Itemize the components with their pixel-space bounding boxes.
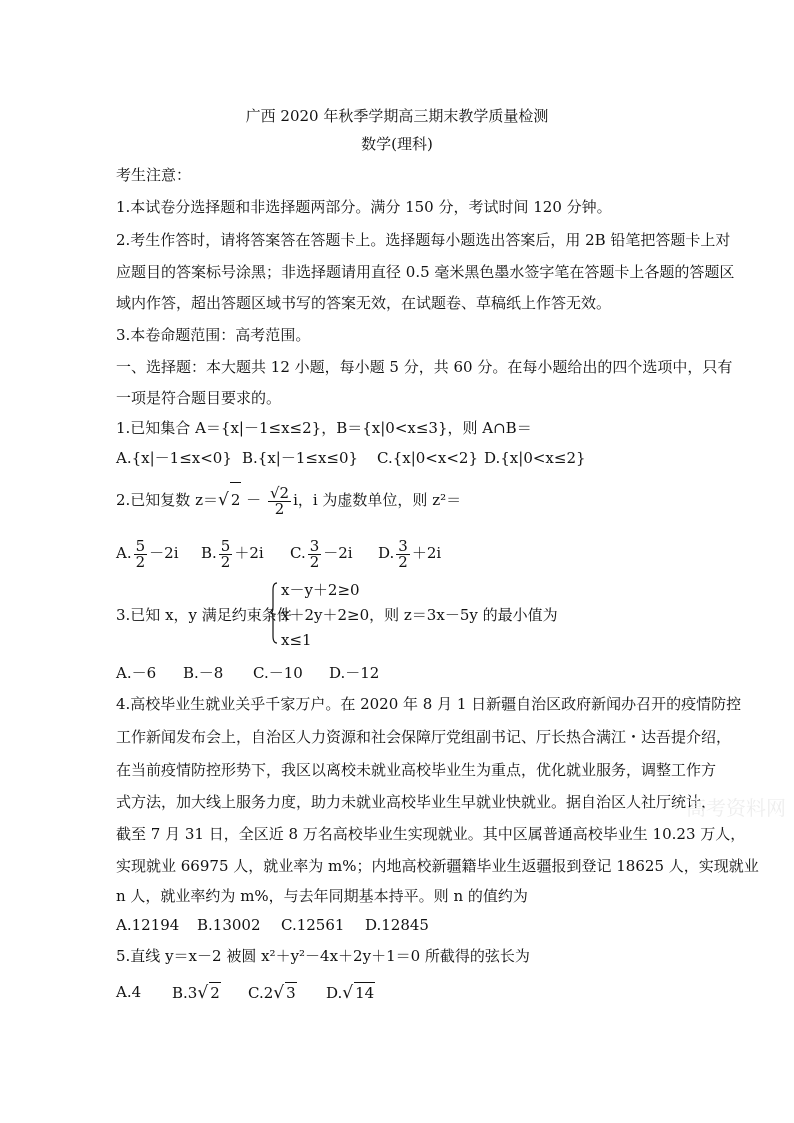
q2-frac-den: 2 xyxy=(274,499,285,518)
q2-stem xyxy=(116,482,461,517)
q2-b-label: B. xyxy=(201,544,217,562)
q2-a-rest: －2i xyxy=(149,544,179,562)
q2-c-den: 2 xyxy=(309,552,320,571)
q1-stem: 1.已知集合 A＝{x|－1≤x≤2}，B＝{x|0<x≤3}，则 A∩B＝ xyxy=(116,419,532,437)
q1-option-a: A.{x|－1≤x<0} xyxy=(116,449,232,467)
q2-b-frac xyxy=(219,536,233,571)
q3-option-b: B.－8 xyxy=(183,664,224,682)
q2-option-b xyxy=(201,536,264,570)
q5-option-d xyxy=(326,982,375,1003)
q5-option-c xyxy=(248,982,297,1003)
watermark: 高考资料网 xyxy=(686,796,786,820)
q3-option-c: C.－10 xyxy=(253,664,303,682)
q2-b-den: 2 xyxy=(220,552,231,571)
q2-a-num: 5 xyxy=(135,536,146,555)
q2-d-label: D. xyxy=(378,544,395,562)
q3-constraint-2 xyxy=(281,605,558,625)
q2-d-den: 2 xyxy=(398,552,408,571)
notice-line-2a: 2.考生作答时，请将答案答在答题卡上。选择题每小题选出答案后，用 2B 铅笔把答题卡上对 xyxy=(116,231,731,249)
q2-b-num: 5 xyxy=(220,536,231,555)
q2-c-frac xyxy=(308,536,322,571)
q3-stem-post: ，则 z＝3x－5y 的最小值为 xyxy=(369,606,558,624)
notice-line-2b: 应题目的答案标号涂黑；非选择题请用直径 0.5 毫米黑色墨水签字笔在答题卡上各题的答题区 xyxy=(116,263,735,281)
q4-line-7: n 人，就业率约为 m%，与去年同期基本持平。则 n 的值约为 xyxy=(116,887,528,905)
q2-d-rest: ＋2i xyxy=(411,544,442,562)
q4-option-d: D.12845 xyxy=(365,916,429,934)
q4-line-1: 4.高校毕业生就业关乎千家万户。在 2020 年 8 月 1 日新疆自治区政府新闻办召开的疫情防控 xyxy=(116,695,742,713)
notice-heading: 考生注意： xyxy=(116,166,192,184)
q4-line-4: 式方法，加大线上服务力度，助力未就业高校毕业生早就业快就业。据自治区人社厅统计， xyxy=(116,793,717,811)
q5-option-b xyxy=(172,982,221,1003)
q5-c-pre: C.2 xyxy=(248,984,274,1002)
q5-d-rad: 14 xyxy=(355,984,375,1002)
q5-c-rad: 3 xyxy=(286,984,296,1002)
q2-c-label: C. xyxy=(290,544,306,562)
q2-d-num: 3 xyxy=(398,536,408,555)
q2-c-rest: －2i xyxy=(323,544,353,562)
q1-option-c: C.{x|0<x<2} xyxy=(377,449,478,467)
brace-icon xyxy=(271,582,278,644)
q3-constraint-3: x≤1 xyxy=(281,631,312,649)
page-title: 广西 2020 年秋季学期高三期末教学质量检测 xyxy=(245,107,549,125)
sqrt-symbol-icon: √ xyxy=(217,490,229,510)
q4-line-3: 在当前疫情防控形势下，我区以离校未就业高校毕业生为重点，优化就业服务，调整工作方 xyxy=(116,761,717,779)
q2-fraction xyxy=(268,483,291,518)
q2-a-frac xyxy=(134,536,148,571)
q2-option-a xyxy=(116,536,179,570)
q2-stem-post: i，i 为虚数单位，则 z²＝ xyxy=(293,491,462,509)
q3-stem-pre: 3.已知 x，y 满足约束条件 xyxy=(116,606,292,624)
q2-stem-pre: 2.已知复数 z＝ xyxy=(116,491,218,509)
q2-frac-num: √2 xyxy=(269,483,290,502)
q1-option-b: B.{x|－1≤x≤0} xyxy=(242,449,359,467)
q4-line-2: 工作新闻发布会上，自治区人力资源和社会保障厅党组副书记、厅长热合满江・达吾提介绍， xyxy=(116,728,732,746)
q1-option-d: D.{x|0<x≤2} xyxy=(484,449,586,467)
q3-option-a: A.－6 xyxy=(116,664,157,682)
notice-line-1: 1.本试卷分选择题和非选择题两部分。满分 150 分，考试时间 120 分钟。 xyxy=(116,198,612,216)
q4-option-c: C.12561 xyxy=(281,916,345,934)
notice-line-2c: 域内作答，超出答题区域书写的答案无效，在试题卷、草稿纸上作答无效。 xyxy=(116,294,612,312)
notice-line-3: 3.本卷命题范围：高考范围。 xyxy=(116,326,311,344)
q2-a-den: 2 xyxy=(135,552,146,571)
section-heading-b: 一项是符合题目要求的。 xyxy=(116,389,282,407)
q2-minus: － xyxy=(246,491,262,509)
q4-line-5: 截至 7 月 31 日，全区近 8 万名高校毕业生实现就业。其中区属普通高校毕业生 10.23 万人， xyxy=(116,825,746,843)
q2-d-frac xyxy=(396,536,410,571)
q5-stem: 5.直线 y＝x－2 被圆 x²＋y²－4x＋2y＋1＝0 所截得的弦长为 xyxy=(116,947,530,965)
q2-sqrt2: 2 xyxy=(230,482,242,517)
q5-option-a: A.4 xyxy=(116,983,142,1001)
q4-option-b: B.13002 xyxy=(197,916,261,934)
q2-c-num: 3 xyxy=(309,536,320,555)
sqrt-symbol-icon: √ xyxy=(197,983,209,1003)
q2-a-label: A. xyxy=(116,544,132,562)
sqrt-symbol-icon: √ xyxy=(342,983,354,1003)
q2-option-d xyxy=(378,536,441,570)
q3-option-d: D.－12 xyxy=(329,664,380,682)
sqrt-symbol-icon: √ xyxy=(273,983,285,1003)
q5-b-rad: 2 xyxy=(210,984,220,1002)
q3-constraint-1: x－y＋2≥0 xyxy=(281,581,360,599)
q5-d-pre: D. xyxy=(326,984,343,1002)
q4-line-6: 实现就业 66975 人，就业率为 m%；内地高校新疆籍毕业生返疆报到登记 18625 人，实现就业 xyxy=(116,857,759,875)
q5-b-pre: B.3 xyxy=(172,984,198,1002)
q2-option-c xyxy=(290,536,353,570)
q4-option-a: A.12194 xyxy=(116,916,180,934)
page-subtitle: 数学(理科) xyxy=(361,135,433,153)
section-heading-a: 一、选择题：本大题共 12 小题，每小题 5 分，共 60 分。在每小题给出的四个选项中，只有 xyxy=(116,358,733,376)
q3-constraint-2-text: x＋2y＋2≥0 xyxy=(281,606,370,624)
q2-b-rest: ＋2i xyxy=(234,544,264,562)
